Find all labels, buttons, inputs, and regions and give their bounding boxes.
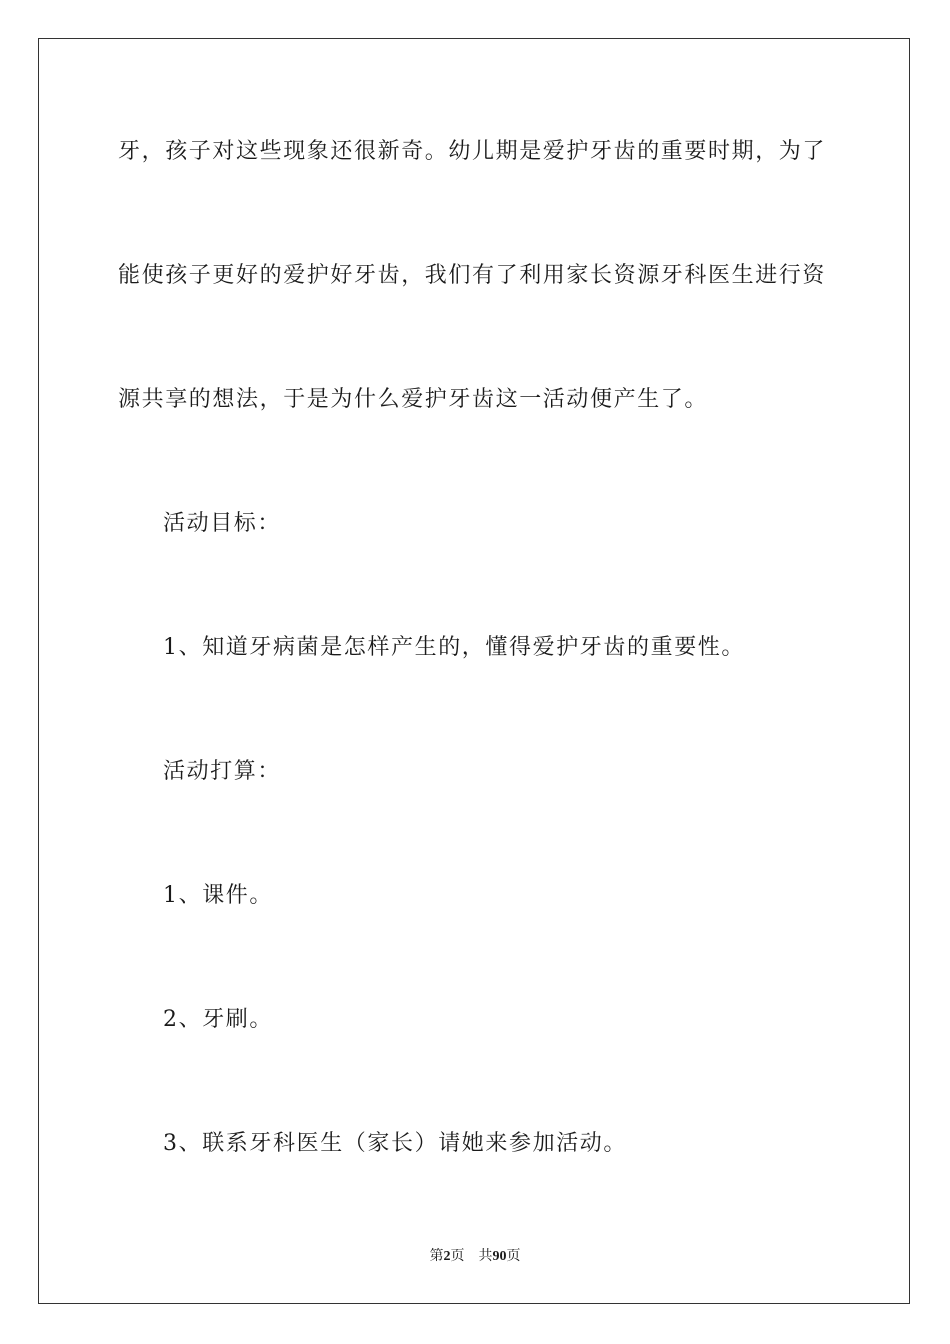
body-text-line-1: 牙，孩子对这些现象还很新奇。幼儿期是爱护牙齿的重要时期，为了	[118, 139, 827, 164]
section-heading-goals: 活动目标：	[163, 511, 282, 536]
page-suffix: 页	[450, 1248, 465, 1264]
preparation-item-3: 3、联系牙科医生（家长）请她来参加活动。	[163, 1131, 627, 1156]
total-suffix: 页	[506, 1248, 521, 1264]
goal-item-1: 1、知道牙病菌是怎样产生的，懂得爱护牙齿的重要性。	[163, 635, 745, 660]
preparation-item-1: 1、课件。	[163, 883, 273, 908]
page-border	[38, 38, 910, 1304]
total-pages: 90	[492, 1249, 507, 1264]
total-prefix: 共	[478, 1248, 493, 1264]
page-number: 2	[443, 1249, 451, 1264]
body-text-line-2: 能使孩子更好的爱护好牙齿，我们有了利用家长资源牙科医生进行资	[118, 263, 827, 288]
page-footer	[0, 1247, 950, 1266]
preparation-item-2: 2、牙刷。	[163, 1007, 273, 1032]
section-heading-preparation: 活动打算：	[163, 759, 282, 784]
page-prefix: 第	[429, 1248, 444, 1264]
body-text-line-3: 源共享的想法，于是为什么爱护牙齿这一活动便产生了。	[118, 387, 709, 412]
